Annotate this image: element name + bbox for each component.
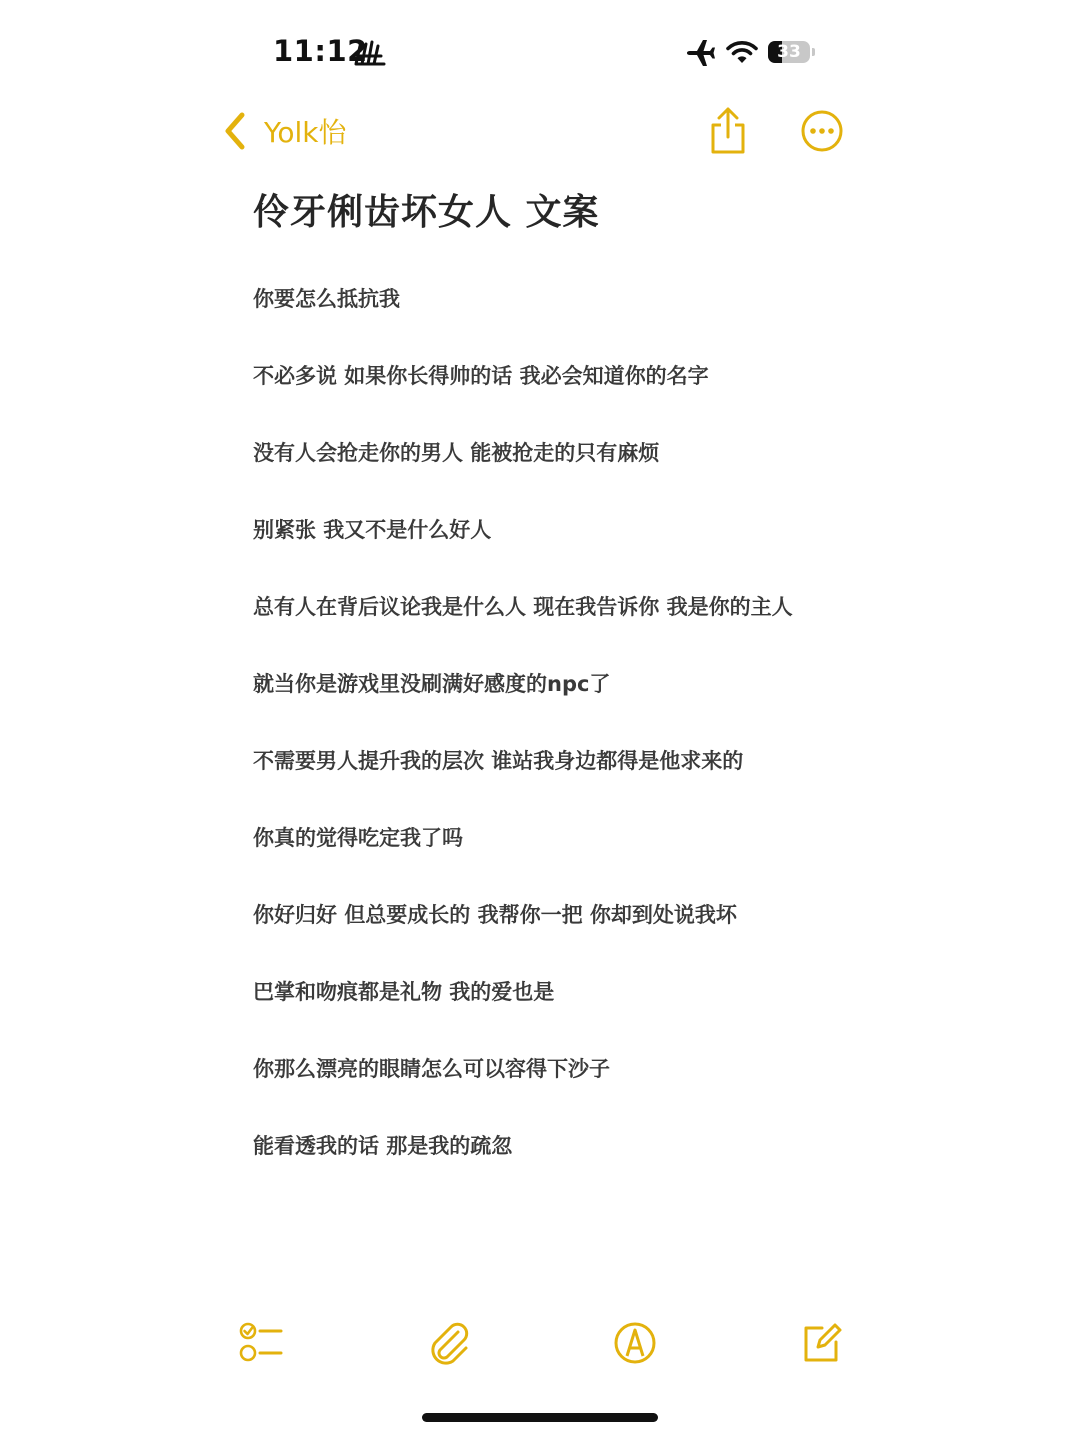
note-line: 能看透我的话 那是我的疏忽 — [253, 1134, 513, 1158]
wifi-icon — [726, 40, 758, 64]
note-line: 巴掌和吻痕都是礼物 我的爱也是 — [253, 980, 555, 1004]
airplane-mode-icon — [686, 39, 716, 67]
checklist-icon[interactable] — [238, 1320, 284, 1366]
note-line: 你那么漂亮的眼睛怎么可以容得下沙子 — [253, 1057, 610, 1081]
music-band-icon — [352, 38, 386, 66]
battery-icon — [768, 41, 810, 63]
note-line: 别紧张 我又不是什么好人 — [253, 518, 492, 542]
chevron-left-icon — [222, 111, 248, 151]
back-button[interactable] — [222, 108, 347, 154]
home-indicator — [422, 1413, 658, 1422]
markup-pen-icon[interactable] — [612, 1320, 658, 1366]
note-line: 没有人会抢走你的男人 能被抢走的只有麻烦 — [253, 441, 660, 465]
note-body[interactable] — [253, 280, 813, 1204]
more-options-icon[interactable] — [800, 109, 844, 153]
note-line: 你好归好 但总要成长的 我帮你一把 你却到处说我坏 — [253, 903, 737, 927]
share-icon[interactable] — [706, 106, 750, 156]
note-line: 不必多说 如果你长得帅的话 我必会知道你的名字 — [253, 364, 709, 388]
note-line: 不需要男人提升我的层次 谁站我身边都得是他求来的 — [253, 749, 744, 773]
note-title[interactable]: 伶牙俐齿坏女人 文案 — [253, 192, 600, 233]
status-time: 11:12 — [273, 34, 368, 68]
note-line: 总有人在背后议论我是什么人 现在我告诉你 我是你的主人 — [253, 595, 793, 619]
compose-icon[interactable] — [798, 1320, 844, 1366]
paperclip-icon[interactable] — [427, 1320, 473, 1366]
note-line: 你真的觉得吃定我了吗 — [253, 826, 463, 850]
back-label: Yolk怡 — [264, 116, 347, 149]
battery-percentage: 33 — [777, 42, 801, 62]
battery-cap — [812, 48, 815, 56]
note-line: 你要怎么抵抗我 — [253, 287, 400, 311]
note-line: 就当你是游戏里没刷满好感度的npc了 — [253, 672, 611, 696]
